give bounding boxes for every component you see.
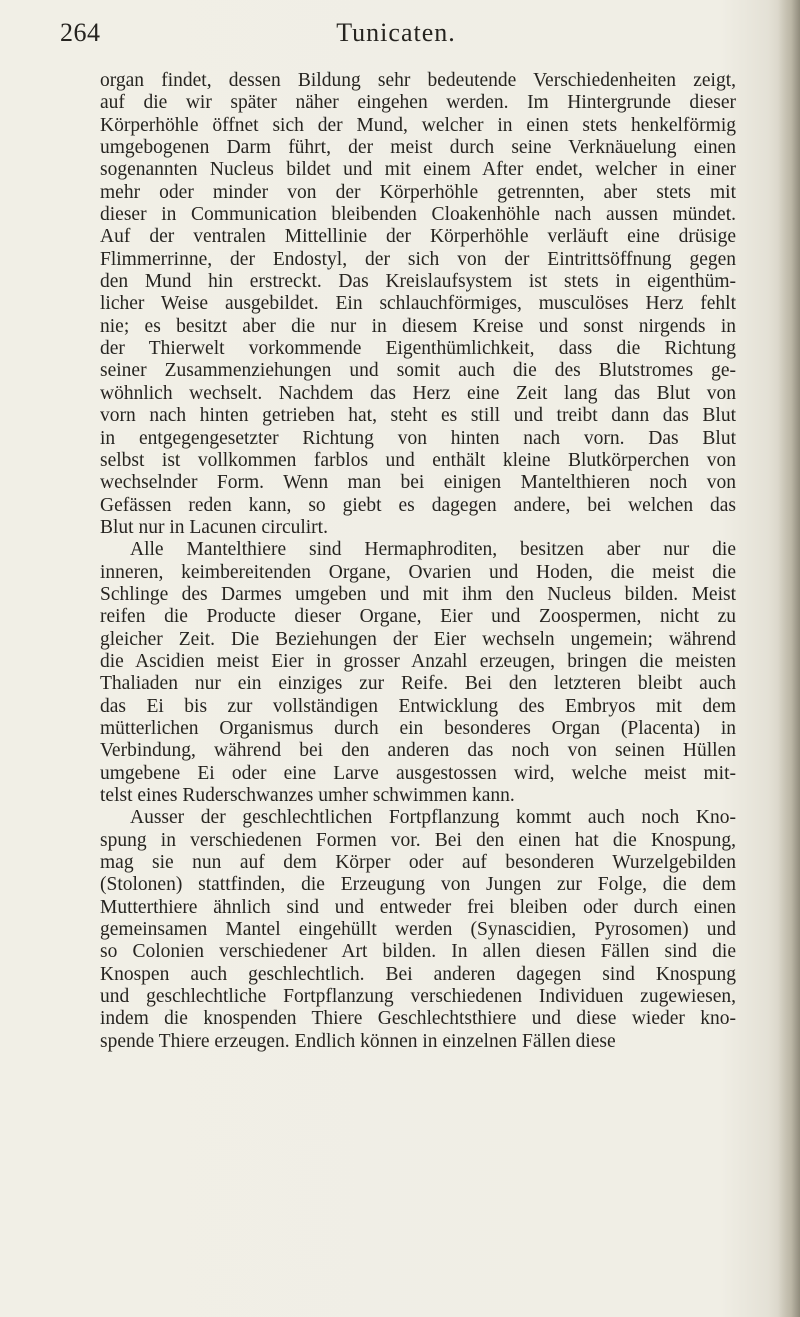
text-line: den Mund hin erstreckt. Das Kreislaufsystem ist stets in eigenthüm- xyxy=(100,271,736,293)
text-line: (Stolonen) stattfinden, die Erzeugung von Jungen zur Folge, die dem xyxy=(100,874,736,896)
text-line: umgebogenen Darm führt, der meist durch seine Verknäuelung einen xyxy=(100,137,736,159)
paragraph xyxy=(100,70,736,539)
text-line: gemeinsamen Mantel eingehüllt werden (Synascidien, Pyrosomen) und xyxy=(100,919,736,941)
text-line: in entgegengesetzter Richtung von hinten nach vorn. Das Blut xyxy=(100,427,736,449)
text-line: reifen die Producte dieser Organe, Eier und Zoospermen, nicht zu xyxy=(100,606,736,628)
text-line: auf die wir später näher eingehen werden. Im Hintergrunde dieser xyxy=(100,92,736,114)
text-line: Schlinge des Darmes umgeben und mit ihm den Nucleus bilden. Meist xyxy=(100,583,736,605)
text-line: das Ei bis zur vollständigen Entwicklung des Embryos mit dem xyxy=(100,695,736,717)
text-line: sogenannten Nucleus bildet und mit einem After endet, welcher in einer xyxy=(100,159,736,181)
text-line: der Thierwelt vorkommende Eigenthümlichkeit, dass die Richtung xyxy=(100,338,736,360)
text-line: spende Thiere erzeugen. Endlich können in einzelnen Fällen diese xyxy=(100,1030,616,1052)
text-line: Alle Mantelthiere sind Hermaphroditen, besitzen aber nur die xyxy=(130,539,736,561)
text-line: Knospen auch geschlechtlich. Bei anderen dagegen sind Knospung xyxy=(100,963,736,985)
text-line: Ausser der geschlechtlichen Fortpflanzung kommt auch noch Kno- xyxy=(130,807,736,829)
page-header xyxy=(60,18,732,58)
text-line: organ findet, dessen Bildung sehr bedeutende Verschiedenheiten zeigt, xyxy=(100,70,736,91)
text-line: mütterlichen Organismus durch ein besonderes Organ (Placenta) in xyxy=(100,717,736,739)
text-line: Körperhöhle öffnet sich der Mund, welcher in einen stets henkelförmig xyxy=(100,114,736,136)
paragraph xyxy=(100,539,736,807)
text-line: mehr oder minder von der Körperhöhle getrennten, aber stets mit xyxy=(100,181,736,203)
text-line: telst eines Ruderschwanzes umher schwimmen kann. xyxy=(100,785,515,806)
page-edge-shadow xyxy=(778,0,800,1317)
paragraph xyxy=(100,807,736,1053)
text-line: seiner Zusammenziehungen und somit auch die des Blutstromes ge- xyxy=(100,360,736,382)
text-line: Gefässen reden kann, so giebt es dagegen andere, bei welchen das xyxy=(100,494,736,516)
text-line: dieser in Communication bleibenden Cloakenhöhle nach aussen mündet. xyxy=(100,204,736,226)
text-line: gleicher Zeit. Die Beziehungen der Eier wechseln ungemein; während xyxy=(100,628,736,650)
text-line: selbst ist vollkommen farblos und enthält kleine Blutkörperchen von xyxy=(100,449,736,471)
text-line: umgebene Ei oder eine Larve ausgestossen wird, welche meist mit- xyxy=(100,762,736,784)
text-line: Blut nur in Lacunen circulirt. xyxy=(100,516,328,538)
text-line: indem die knospenden Thiere Geschlechtsthiere und diese wieder kno- xyxy=(100,1008,736,1030)
text-line: Thaliaden nur ein einziges zur Reife. Bei den letzteren bleibt auch xyxy=(100,673,736,695)
text-line: vorn nach hinten getrieben hat, steht es still und treibt dann das Blut xyxy=(100,405,736,427)
page-number: 264 xyxy=(60,18,101,47)
text-line: wöhnlich wechselt. Nachdem das Herz eine Zeit lang das Blut von xyxy=(100,382,736,404)
text-line: mag sie nun auf dem Körper oder auf besonderen Wurzelgebilden xyxy=(100,852,736,874)
text-line: Mutterthiere ähnlich sind und entweder frei bleiben oder durch einen xyxy=(100,896,736,918)
text-line: nie; es besitzt aber die nur in diesem Kreise und sonst nirgends in xyxy=(100,315,736,337)
text-line: Auf der ventralen Mittellinie der Körperhöhle verläuft eine drüsige xyxy=(100,226,736,248)
text-line: Verbindung, während bei den anderen das noch von seinen Hüllen xyxy=(100,740,736,762)
text-line: Flimmerrinne, der Endostyl, der sich von der Eintrittsöffnung gegen xyxy=(100,248,736,270)
text-line: die Ascidien meist Eier in grosser Anzahl erzeugen, bringen die meisten xyxy=(100,650,736,672)
body-text xyxy=(100,70,736,1053)
text-line: wechselnder Form. Wenn man bei einigen Mantelthieren noch von xyxy=(100,472,736,494)
text-line: licher Weise ausgebildet. Ein schlauchförmiges, musculöses Herz fehlt xyxy=(100,293,736,315)
running-title: Tunicaten. xyxy=(336,18,456,47)
text-line: und geschlechtliche Fortpflanzung verschiedenen Individuen zugewiesen, xyxy=(100,986,736,1008)
text-line: inneren, keimbereitenden Organe, Ovarien und Hoden, die meist die xyxy=(100,561,736,583)
text-line: spung in verschiedenen Formen vor. Bei den einen hat die Knospung, xyxy=(100,829,736,851)
text-line: so Colonien verschiedener Art bilden. In allen diesen Fällen sind die xyxy=(100,941,736,963)
